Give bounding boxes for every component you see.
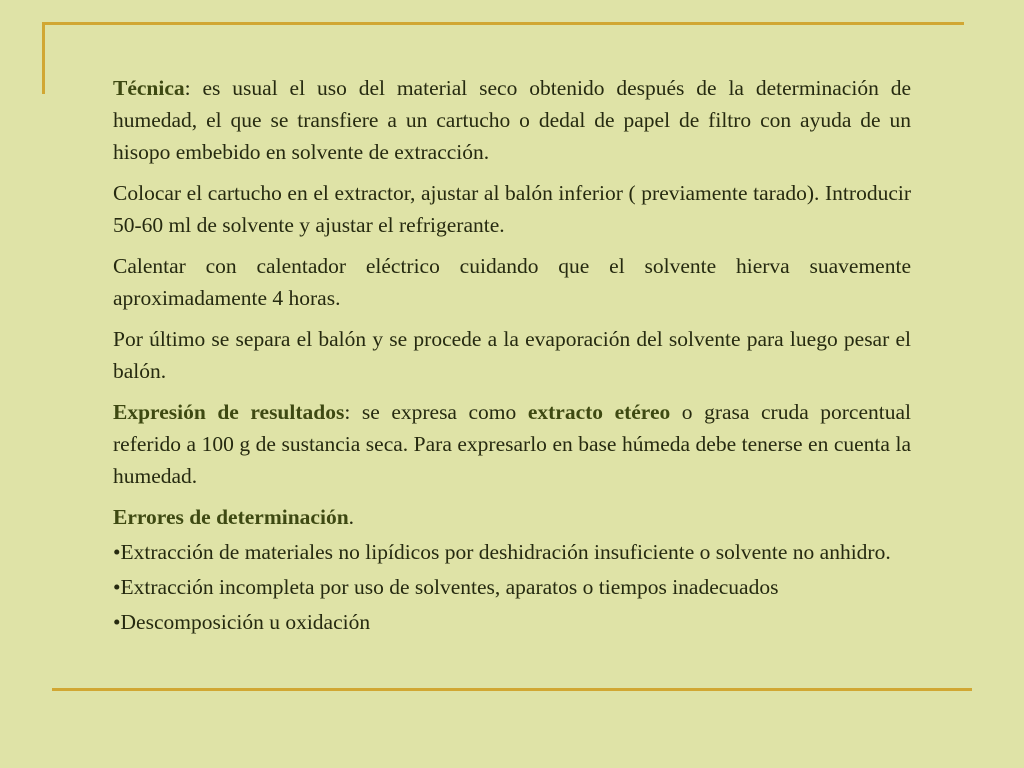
heating-paragraph: Calentar con calentador eléctrico cuidando que el solvente hierva suavemente aproximadamente 4 horas.	[113, 254, 911, 310]
evaporation-paragraph: Por último se separa el balón y se procede a la evaporación del solvente para luego pesar el balón.	[113, 327, 911, 383]
errors-bullet-1: •Extracción de materiales no lipídicos por deshidración insuficiente o solvente no anhidro.	[113, 540, 891, 564]
extractor-paragraph: Colocar el cartucho en el extractor, ajustar al balón inferior ( previamente tarado). Introducir 50-60 ml de solvente y ajustar el refrigerante.	[113, 181, 911, 237]
tecnica-text: : es usual el uso del material seco obtenido después de la determinación de humedad, el que se transfiere a un cartucho o dedal de papel de filtro con ayuda de un hisopo embebido en solvente de extracción.	[113, 76, 911, 164]
results-paragraph	[113, 396, 911, 492]
errors-heading-suffix: .	[348, 505, 355, 529]
results-text-a: : se expresa como	[344, 400, 528, 424]
top-decorative-rule	[42, 22, 964, 25]
results-label: Expresión de resultados	[113, 400, 345, 424]
errors-heading-line	[113, 501, 911, 533]
results-highlight: extracto etéreo	[527, 400, 671, 424]
results-text-b: o grasa cruda porcentual referido a 100 g de sustancia seca. Para expresarlo en base húmeda debe tenerse en cuenta la humedad.	[113, 400, 912, 488]
errors-bullet-3: •Descomposición u oxidación	[113, 610, 371, 634]
bottom-decorative-rule	[52, 688, 972, 691]
errors-bullet-2: •Extracción incompleta por uso de solventes, aparatos o tiempos inadecuados	[113, 575, 779, 599]
slide-body	[113, 72, 911, 641]
tecnica-paragraph	[113, 72, 911, 168]
errors-heading: Errores de determinación	[113, 505, 349, 529]
left-decorative-rule	[42, 22, 45, 94]
tecnica-label: Técnica	[113, 76, 185, 100]
